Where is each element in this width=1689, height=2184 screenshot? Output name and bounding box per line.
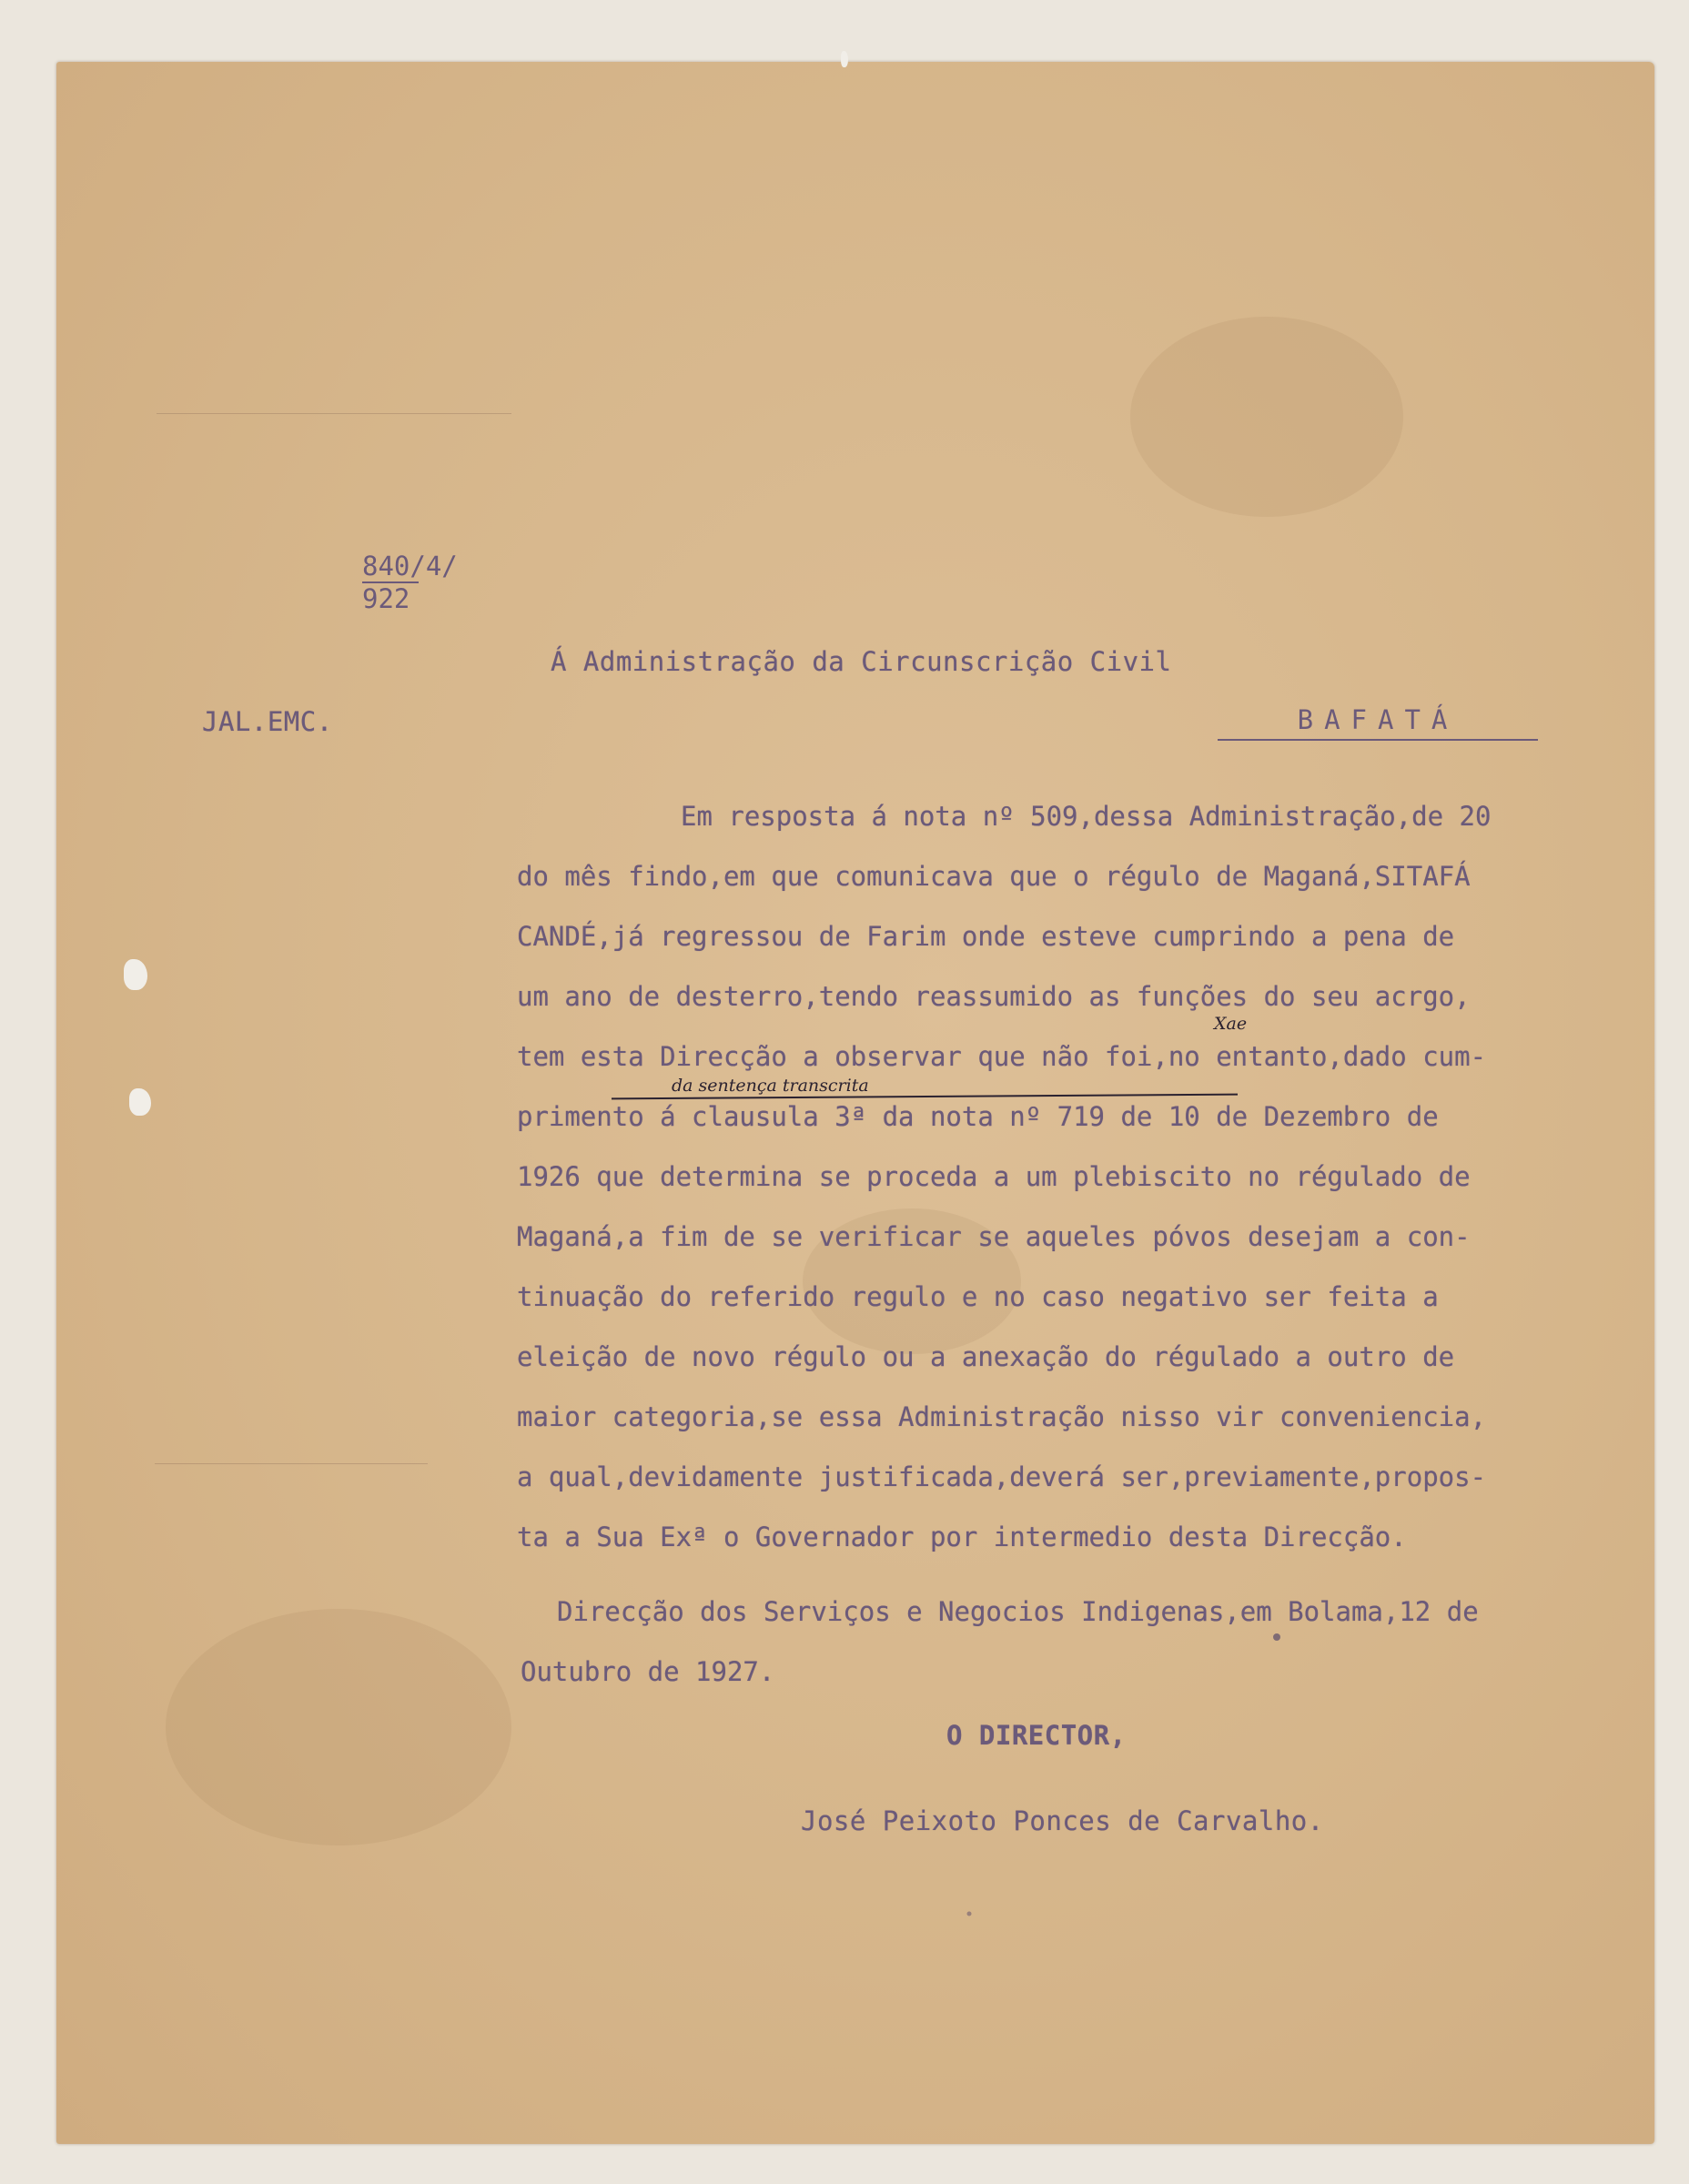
body-line-11: maior categoria,se essa Administração nisso vir conveniencia, xyxy=(517,1401,1487,1432)
reference-number xyxy=(362,551,458,614)
signatory-title: O DIRECTOR, xyxy=(946,1720,1127,1751)
paper-stain xyxy=(166,1609,511,1845)
body-line-2: do mês findo,em que comunicava que o régulo de Maganá,SITAFÁ xyxy=(517,861,1471,892)
paper-tear xyxy=(129,1088,151,1116)
initials: JAL.EMC. xyxy=(202,706,333,737)
reference-numerator: 840/4/ xyxy=(362,551,458,581)
body-line-6: primento á clausula 3ª da nota nº 719 de 10 de Dezembro de xyxy=(517,1101,1439,1132)
body-line-13: ta a Sua Exª o Governador por intermedio desta Direcção. xyxy=(517,1522,1407,1552)
ink-dot xyxy=(965,1909,974,1918)
paper-stain xyxy=(1130,317,1403,517)
body-line-12: a qual,devidamente justificada,deverá ser,previamente,propos- xyxy=(517,1461,1487,1492)
paper-tear xyxy=(841,51,848,67)
body-line-9: tinuação do referido regulo e no caso negativo ser feita a xyxy=(517,1281,1439,1312)
addressee-city: BAFATÁ xyxy=(1218,704,1538,741)
signatory-name: José Peixoto Ponces de Carvalho. xyxy=(801,1805,1324,1836)
fold-line xyxy=(155,1463,428,1464)
body-line-3: CANDÉ,já regressou de Farim onde esteve cumprindo a pena de xyxy=(517,921,1455,952)
reference-denominator: 922 xyxy=(362,581,419,614)
body-line-5: tem esta Direcção a observar que não foi,no entanto,dado cum- xyxy=(517,1041,1487,1072)
handwritten-annotation: da sentença transcrita xyxy=(672,1076,869,1096)
ink-dot xyxy=(1270,1631,1283,1643)
body-line-1: Em resposta á nota nº 509,dessa Administração,de 20 xyxy=(681,801,1492,832)
addressee: Á Administração da Circunscrição Civil xyxy=(551,646,1172,677)
handwritten-annotation: Xae xyxy=(1214,1014,1248,1034)
paper-tear xyxy=(124,959,147,990)
body-line-4: um ano de desterro,tendo reassumido as funções do seu acrgo, xyxy=(517,981,1471,1012)
body-line-10: eleição de novo régulo ou a anexação do régulado a outro de xyxy=(517,1341,1455,1372)
closing-line-1: Direcção dos Serviços e Negocios Indigenas,em Bolama,12 de xyxy=(557,1596,1479,1627)
body-line-8: Maganá,a fim de se verificar se aqueles póvos desejam a con- xyxy=(517,1221,1471,1252)
closing-line-2: Outubro de 1927. xyxy=(521,1656,775,1687)
body-line-7: 1926 que determina se proceda a um plebiscito no régulado de xyxy=(517,1161,1471,1192)
fold-line xyxy=(157,413,511,414)
